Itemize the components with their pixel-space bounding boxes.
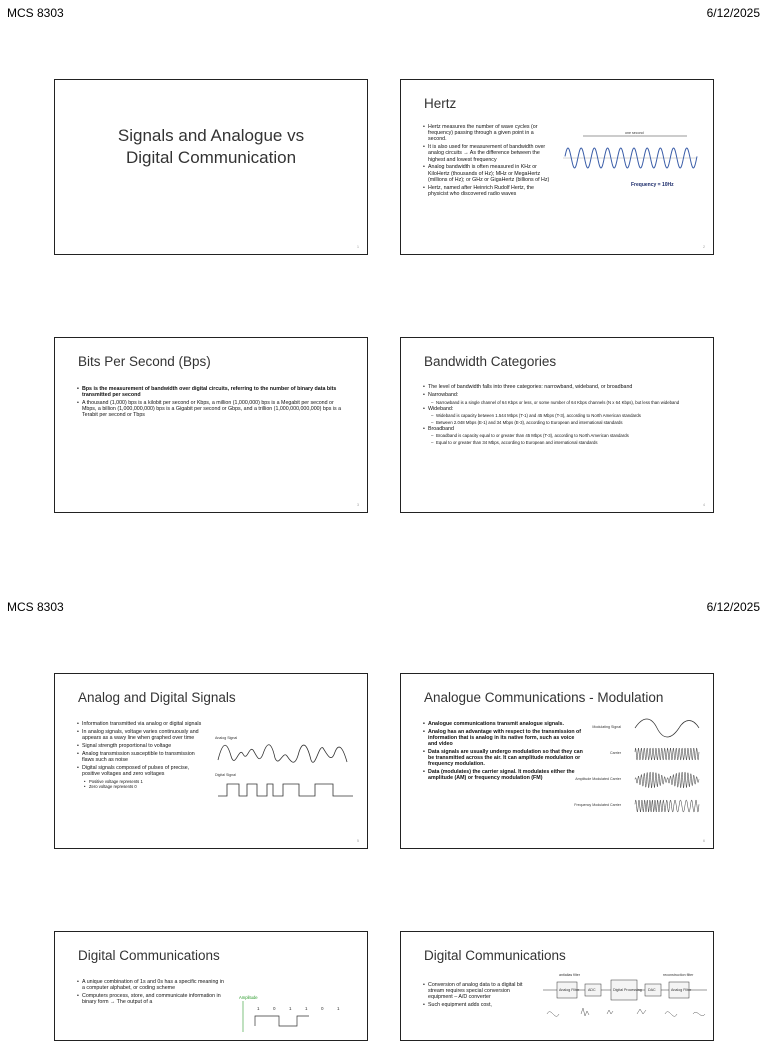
fm-wave xyxy=(635,800,699,812)
bullet: • Signal strength proportional to voltage xyxy=(77,743,203,749)
bit-label: 1 xyxy=(289,1006,292,1011)
bullet: • Data (modulates) the carrier signal. It modulates either the amplitude (AM) or frequency modulation (FM) xyxy=(423,769,583,781)
dac-text: DAC xyxy=(648,988,656,992)
sub-bullet: – Narrowband is a single channel of 64 Kbps or less, or some number of 64 Kbps channels (N x 64 Kbps), but less than wideband xyxy=(423,400,695,405)
page-header-left: MCS 8303 xyxy=(7,600,64,614)
bullet: • Computers process, store, and communicate information in binary form → The output of a xyxy=(77,993,227,1005)
frequency-wave-figure xyxy=(561,128,701,194)
modulating-signal-label: Modulating Signal xyxy=(592,725,621,729)
bullet: • Wideband: xyxy=(423,406,695,412)
slide-4-bandwidth-categories xyxy=(400,337,714,513)
bullet: • In analog signals, voltage varies continuously and appears as a wavy line when graphed over time xyxy=(77,729,203,741)
sub-bullet: – Wideband is capacity between 1.544 Mbps (T-1) and 45 Mbps (T-3), according to North American standards xyxy=(423,413,695,418)
slide-title-line-2: Digital Communication xyxy=(125,148,297,167)
slide-title-line-1: Signals and Analogue vs xyxy=(117,126,305,145)
slide-title: Bits Per Second (Bps) xyxy=(78,354,211,369)
bullet: • A thousand (1,000) bps is a kilobit per second or Kbps, a million (1,000,000) bps is a Megabit per second or Mbps, a billion (1,000,000,000) bps is a Gigabit per second or Gbps, and a trillion (1,000,000,000,000) bps is a Terabit per second or Tbps xyxy=(77,400,345,419)
bullet: • Hertz measures the number of wave cycles (or frequency) passing through a given point in a second. xyxy=(423,124,553,143)
bullet: • A unique combination of 1s and 0s has a specific meaning in a computer alphabet, or coding scheme xyxy=(77,979,227,991)
analog-wave xyxy=(218,745,347,763)
bit-waveform xyxy=(255,1016,309,1026)
slide-title xyxy=(55,125,367,169)
bullet: • Broadband xyxy=(423,426,695,432)
reconstruction-filter-text: Analog Filter xyxy=(671,988,692,992)
digital-processing-text: Digital Processing xyxy=(613,988,642,992)
reconstruction-filter-label: reconstruction filter xyxy=(663,973,694,977)
bullet: • Analog transmission susceptible to transmission flaws such as noise xyxy=(77,751,203,763)
slide-title: Hertz xyxy=(424,96,457,111)
slide-1-title-slide xyxy=(54,79,368,255)
carrier-label: Carrier xyxy=(610,751,621,755)
slide-2-hertz xyxy=(400,79,714,255)
bit-labels xyxy=(257,1006,340,1011)
slide-number: 4 xyxy=(703,503,705,507)
slide-bullets xyxy=(423,384,695,446)
sub-bullet: – Broadband is capacity equal to or greater than 45 Mbps (T-3), according to North American standards xyxy=(423,433,695,438)
carrier-wave xyxy=(635,748,699,760)
slide-title: Digital Communications xyxy=(78,948,220,963)
antialias-filter-label: antialias filter xyxy=(559,973,580,977)
am-carrier-label: Amplitude Modulated Carrier xyxy=(575,777,621,781)
slide-6-analogue-modulation xyxy=(400,673,714,849)
bit-label: 1 xyxy=(337,1006,340,1011)
slide-bullets xyxy=(77,386,345,420)
slide-8-digital-communications xyxy=(400,931,714,1041)
bullet: • It is also used for measurement of bandwidth over analog circuits → As the difference between the highest and lowest frequency xyxy=(423,144,553,163)
slide-bullets xyxy=(77,721,203,790)
slide-title: Analog and Digital Signals xyxy=(78,690,236,705)
bullet: • The level of bandwidth falls into three categories: narrowband, wideband, or broadband xyxy=(423,384,695,390)
amplitude-label: Amplitude xyxy=(239,995,258,1000)
sub-bullet: • Positive voltage represents 1 xyxy=(77,779,203,784)
ad-conversion-diagram xyxy=(541,970,709,1026)
bit-label: 1 xyxy=(257,1006,260,1011)
slide-bullets xyxy=(77,979,227,1007)
bullet: • Analog bandwidth is often measured in KHz or KiloHertz (thousands of Hz); MHz or MegaHertz (millions of Hz); or GHz or GigaHertz (billions of Hz) xyxy=(423,164,553,183)
bullet: • Hertz, named after Heinrich Rudolf Hertz, the physicist who discovered radio waves xyxy=(423,185,553,197)
digital-wave xyxy=(218,784,353,796)
sub-bullet: • Zero voltage represents 0 xyxy=(77,784,203,789)
slide-bullets xyxy=(423,982,531,1010)
adc-text: ADC xyxy=(588,988,596,992)
slide-number: 1 xyxy=(357,245,359,249)
fm-carrier-label: Frequency Modulated Carrier xyxy=(574,803,621,807)
bullet: • Bps is the measurement of bandwidth over digital circuits, referring to the number of binary data bits transmitted per second xyxy=(77,386,345,398)
slide-number: 3 xyxy=(357,503,359,507)
figure-label-one-second: one second xyxy=(625,131,644,135)
slide-bullets xyxy=(423,124,553,199)
waveform-thumbnails xyxy=(547,1008,705,1016)
bullet: • Narrowband: xyxy=(423,392,695,398)
page-header-date: 6/12/2025 xyxy=(706,6,760,20)
sine-wave xyxy=(565,148,697,168)
bullet: • Information transmitted via analog or digital signals xyxy=(77,721,203,727)
bullet: • Conversion of analog data to a digital bit stream requires special conversion equipment – A/D converter xyxy=(423,982,531,1001)
slide-number: 5 xyxy=(357,839,359,843)
digital-signal-label: Digital Signal xyxy=(215,773,236,777)
sub-bullet: – Between 2.048 Mbps (E-1) and 34 Mbps (E-3), according to European and international standards xyxy=(423,420,695,425)
am-wave xyxy=(635,772,699,788)
slide-number: 2 xyxy=(703,245,705,249)
bullet: • Such equipment adds cost, xyxy=(423,1002,531,1008)
modulating-signal-wave xyxy=(635,719,699,737)
digital-bits-figure xyxy=(235,992,355,1032)
slide-title: Analogue Communications - Modulation xyxy=(424,690,664,705)
slide-title: Bandwidth Categories xyxy=(424,354,557,369)
slide-bullets xyxy=(423,721,583,783)
bit-label: 0 xyxy=(273,1006,276,1011)
modulation-figure xyxy=(574,718,705,818)
bullet: • Analog has an advantage with respect to the transmission of information that is analog in its native form, such as voice and video xyxy=(423,729,583,748)
sub-bullet: – Equal to or greater than 34 Mbps, according to European and international standards xyxy=(423,440,695,445)
bit-label: 0 xyxy=(321,1006,324,1011)
page-header-date: 6/12/2025 xyxy=(706,600,760,614)
figure-caption: Frequency = 10Hz xyxy=(631,182,674,188)
analog-digital-figure xyxy=(213,734,357,800)
slide-title: Digital Communications xyxy=(424,948,566,963)
slide-3-bits-per-second xyxy=(54,337,368,513)
bit-label: 1 xyxy=(305,1006,308,1011)
analog-filter-text: Analog Filter xyxy=(559,988,580,992)
bullet: • Digital signals composed of pulses of precise, positive voltages and zero voltages xyxy=(77,765,203,777)
analog-signal-label: Analog Signal xyxy=(215,736,238,740)
slide-5-analog-digital-signals xyxy=(54,673,368,849)
slide-7-digital-communications xyxy=(54,931,368,1041)
page-header-left: MCS 8303 xyxy=(7,6,64,20)
slide-number: 6 xyxy=(703,839,705,843)
bullet: • Analogue communications transmit analogue signals. xyxy=(423,721,583,727)
bullet: • Data signals are usually undergo modulation so that they can be transmitted across the air. It can amplitude modulation or frequency modulation. xyxy=(423,749,583,768)
